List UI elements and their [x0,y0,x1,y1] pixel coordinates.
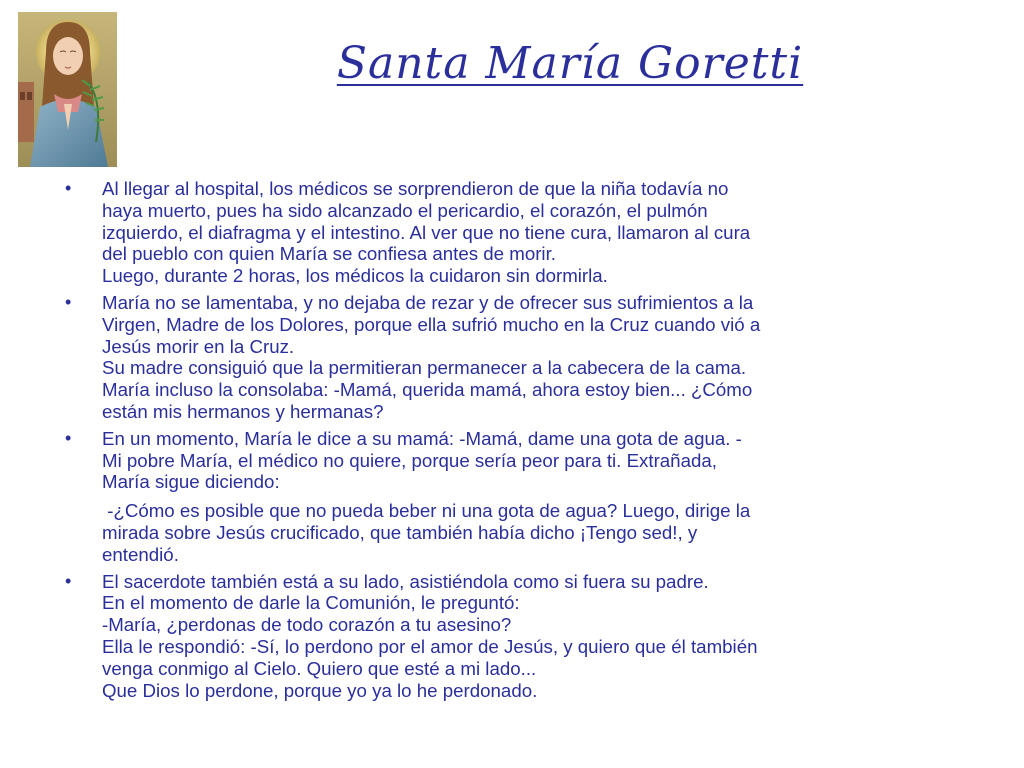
paragraph-line: En un momento, María le dice a su mamá: -Mamá, dame una gota de agua. - [102,427,742,449]
paragraph-line: Al llegar al hospital, los médicos se sorprendieron de que la niña todavía no [102,178,729,199]
bullet-icon: • [65,291,72,312]
paragraph-line: venga conmigo al Cielo. Quiero que esté a mi lado... [102,657,537,679]
paragraph-line: María sigue diciendo: [102,471,280,493]
paragraph-line: Virgen, Madre de los Dolores, porque ella sufrió mucho en la Cruz cuando vió a [102,313,761,335]
paragraph-line: Que Dios lo perdone, porque yo ya lo he perdonado. [102,679,538,701]
paragraph-line: entendió. [102,543,179,565]
bullet-icon: • [65,427,72,448]
paragraph-line: Luego, durante 2 horas, los médicos la cuidaron sin dormirla. [102,265,608,287]
paragraph-line: -María, ¿perdonas de todo corazón a tu asesino? [102,614,512,636]
paragraph-line: -¿Cómo es posible que no pueda beber ni una gota de agua? Luego, dirige la [102,500,751,522]
paragraph-line: del pueblo con quien María se confiesa antes de morir. [102,243,556,265]
paragraph-line: En el momento de darle la Comunión, le preguntó: [102,592,520,614]
page-title: Santa María Goretti [336,38,804,89]
list-item [62,571,987,702]
paragraph-line: María incluso la consolaba: -Mamá, querida mamá, ahora estoy bien... ¿Cómo [102,379,753,401]
paragraph-line: María no se lamentaba, y no dejaba de rezar y de ofrecer sus sufrimientos a la [102,291,754,313]
paragraph-line: Mi pobre María, el médico no quiere, porque sería peor para ti. Extrañada, [102,449,717,471]
list-item [62,428,987,566]
paragraph-line: mirada sobre Jesús crucificado, que también había dicho ¡Tengo sed!, y [102,521,698,543]
bullet-list [62,178,987,706]
paragraph-line: Su madre consiguió que la permitieran permanecer a la cabecera de la cama. [102,357,747,379]
paragraph-line: Jesús morir en la Cruz. [102,335,295,357]
paragraph-line: haya muerto, pues ha sido alcanzado el pericardio, el corazón, el pulmón [102,199,708,221]
paragraph-line: están mis hermanos y hermanas? [102,400,384,422]
list-item [62,292,987,423]
bullet-icon: • [65,570,72,591]
paragraph-line: Ella le respondió: -Sí, lo perdono por el amor de Jesús, y quiero que él también [102,635,758,657]
list-item [62,178,987,287]
saint-portrait-image [18,12,117,167]
bullet-icon: • [65,178,72,198]
sub-paragraph [102,500,987,565]
paragraph-line: izquierdo, el diafragma y el intestino. Al ver que no tiene cura, llamaron al cura [102,221,751,243]
paragraph-line: El sacerdote también está a su lado, asistiéndola como si fuera su padre. [102,570,709,592]
